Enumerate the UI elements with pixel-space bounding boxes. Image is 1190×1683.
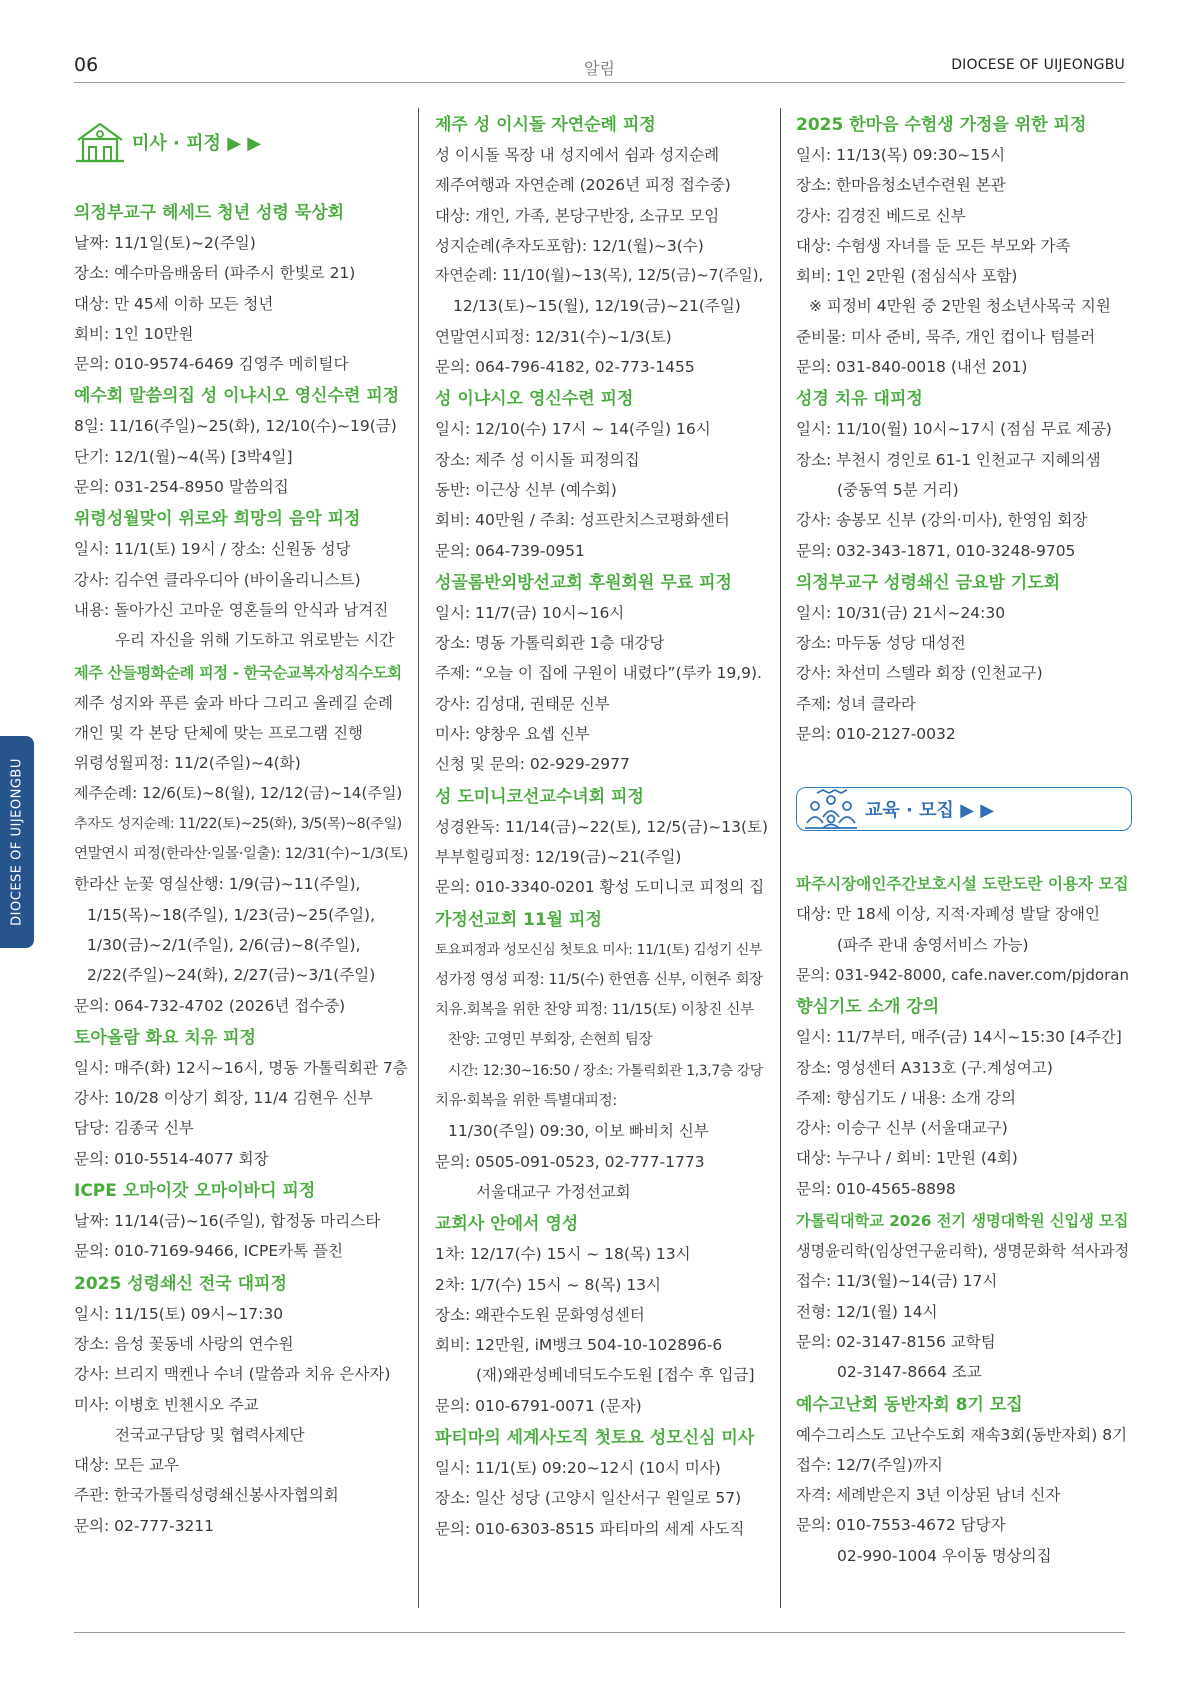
event-detail-line: 문의: 010-4565-8898 — [796, 1179, 956, 1198]
event-detail-line: 문의: 010-6303-8515 파티마의 세계 사도직 — [435, 1519, 745, 1538]
event-detail-line: 8일: 11/16(주일)~25(화), 12/10(수)~19(금) — [74, 417, 397, 436]
event-detail-line: 대상: 누구나 / 회비: 1만원 (4회) — [796, 1149, 1018, 1168]
event-list — [435, 110, 770, 1544]
event-title: 성 도미니코선교수녀회 피정 — [435, 786, 644, 807]
event-detail-line: 1차: 12/17(수) 15시 ~ 18(목) 13시 — [435, 1245, 691, 1264]
event-detail-line: 내용: 돌아가신 고마운 영혼들의 안식과 남겨진 — [74, 600, 389, 619]
event-detail-line: 회비: 1인 2만원 (점심식사 포함) — [796, 267, 1018, 286]
event-detail-line: 문의: 02-3147-8156 교학팀 — [796, 1332, 996, 1351]
event-detail-line: 제주여행과 자연순례 (2026년 피정 접수중) — [435, 176, 731, 195]
event-detail-line: 서울대교구 가정선교회 — [476, 1182, 631, 1201]
event-detail-line: 대상: 개인, 가족, 본당구반장, 소규모 모임 — [435, 206, 720, 225]
column-divider — [780, 108, 781, 1608]
event-detail-line: 일시: 11/7(금) 10시~16시 — [435, 603, 625, 622]
event-detail-line: 문의: 032-343-1871, 010-3248-9705 — [796, 541, 1076, 560]
event-detail-line: 문의: 064-796-4182, 02-773-1455 — [435, 358, 695, 377]
event-block — [74, 1023, 409, 1174]
event-block — [74, 658, 409, 1021]
event-title: 성경 치유 대피정 — [796, 389, 923, 410]
side-tab — [0, 736, 34, 948]
column-divider — [418, 108, 419, 1608]
event-title: 성골롬반외방선교회 후원회원 무료 피정 — [435, 572, 732, 593]
event-detail-line: 장소: 부천시 경인로 61-1 인천교구 지혜의샘 — [796, 450, 1101, 469]
event-detail-line: 02-990-1004 우이동 명상의집 — [837, 1546, 1052, 1565]
event-detail-line: 문의: 031-840-0018 (내선 201) — [796, 358, 1028, 377]
event-detail-line: 부부힐링피정: 12/19(금)~21(주일) — [435, 847, 682, 866]
footer-rule — [74, 1632, 1125, 1633]
event-detail-line: 제주순례: 12/6(토)~8(월), 12/12(금)~14(주일) — [74, 784, 403, 803]
event-detail-line: 장소: 일산 성당 (고양시 일산서구 원일로 57) — [435, 1489, 742, 1508]
event-detail-line: 찬양: 고영민 부회장, 손현희 팀장 — [448, 1032, 653, 1049]
event-detail-line: (파주 관내 송영서비스 가능) — [837, 935, 1029, 954]
event-title: ICPE 오마이갓 오마이바디 피정 — [74, 1181, 316, 1202]
page-number: 06 — [74, 54, 99, 76]
event-detail-line: 준비물: 미사 준비, 묵주, 개인 컵이나 텀블러 — [796, 327, 1096, 346]
event-detail-line: 대상: 모든 교우 — [74, 1456, 179, 1475]
event-detail-line: 회비: 40만원 / 주최: 성프란치스코평화센터 — [435, 511, 730, 530]
event-detail-line: 미사: 이병호 빈첸시오 주교 — [74, 1395, 259, 1414]
event-detail-line: 담당: 김종국 신부 — [74, 1119, 194, 1138]
event-detail-line: 장소: 제주 성 이시돌 피정의집 — [435, 450, 640, 469]
event-detail-line: 위령성월피정: 11/2(주일)~4(화) — [74, 754, 301, 773]
event-detail-line: 주관: 한국가톨릭성령쇄신봉사자협의회 — [74, 1486, 339, 1505]
event-detail-line: 장소: 예수마음배움터 (파주시 한빛로 21) — [74, 264, 356, 283]
event-detail-line: 12/13(토)~15(월), 12/19(금)~21(주일) — [453, 297, 741, 316]
house-icon — [74, 120, 126, 164]
event-list — [74, 198, 409, 1541]
event-detail-line: 장소: 한마음청소년수련원 본관 — [796, 176, 1006, 195]
event-block — [435, 110, 770, 382]
event-title: 예수고난회 동반자회 8기 모집 — [796, 1394, 1023, 1415]
event-detail-line: 한라산 눈꽃 영실산행: 1/9(금)~11(주일), — [74, 875, 361, 894]
event-detail-line: 일시: 11/15(토) 09시~17:30 — [74, 1304, 284, 1323]
event-detail-line: 강사: 10/28 이상기 회장, 11/4 김현우 신부 — [74, 1089, 373, 1108]
event-detail-line: 일시: 10/31(금) 21시~24:30 — [796, 603, 1006, 622]
event-detail-line: 일시: 매주(화) 12시~16시, 명동 가톨릭회관 7층 — [74, 1058, 408, 1077]
event-detail-line: 1/15(목)~18(주일), 1/23(금)~25(주일), — [87, 905, 376, 924]
event-detail-line: 장소: 왜관수도원 문화영성센터 — [435, 1305, 645, 1324]
event-detail-line: 접수: 12/7(주일)까지 — [796, 1455, 943, 1474]
event-detail-line: 강사: 차선미 스텔라 회장 (인천교구) — [796, 664, 1043, 683]
event-detail-line: 강사: 이승구 신부 (서울대교구) — [796, 1119, 1008, 1138]
event-detail-line: 대상: 만 45세 이하 모든 청년 — [74, 294, 274, 313]
event-block — [74, 1176, 409, 1267]
event-detail-line: 우리 자신을 위해 기도하고 위로받는 시간 — [115, 631, 395, 650]
event-block — [74, 1269, 409, 1541]
event-detail-line: 자연순례: 11/10(월)~13(목), 12/5(금)~7(주일), — [435, 267, 764, 285]
category-label: 교육 · 모집 ▶ ▶ — [865, 800, 995, 822]
event-detail-line: 일시: 11/1(토) 09:20~12시 (10시 미사) — [435, 1458, 721, 1477]
event-title: 파주시장애인주간보호시설 도란도란 이용자 모집 — [796, 875, 1129, 894]
event-detail-line: 장소: 영성센터 A313호 (구.계성여고) — [796, 1058, 1053, 1077]
event-detail-line: 성가정 영성 피정: 11/5(수) 한연흠 신부, 이현주 회장 — [435, 971, 763, 988]
event-detail-line: ※ 피정비 4만원 중 2만원 청소년사목국 지원 — [809, 297, 1111, 316]
event-detail-line: 일시: 11/13(목) 09:30~15시 — [796, 146, 1006, 164]
event-title: 2025 성령쇄신 전국 대피정 — [74, 1273, 287, 1294]
category-education-recruit — [796, 787, 1132, 831]
event-detail-line: 2/22(주일)~24(화), 2/27(금)~3/1(주일) — [87, 966, 376, 985]
event-detail-line: 강사: 김경진 베드로 신부 — [796, 206, 966, 225]
event-detail-line: 날짜: 11/1일(토)~2(주일) — [74, 234, 256, 252]
event-detail-line: 개인 및 각 본당 단체에 맞는 프로그램 진행 — [74, 723, 364, 742]
event-block — [796, 869, 1136, 990]
event-detail-line: 예수그리스도 고난수도회 재속3회(동반자회) 8기 — [796, 1425, 1128, 1444]
event-block — [796, 992, 1136, 1204]
event-detail-line: 주제: 성녀 클라라 — [796, 694, 916, 713]
event-title: 2025 한마음 수험생 가정을 위한 피정 — [796, 115, 1087, 135]
event-detail-line: 일시: 11/1(토) 19시 / 장소: 신원동 성당 — [74, 540, 351, 559]
event-title: 교회사 안에서 영성 — [435, 1214, 579, 1235]
event-detail-line: 전형: 12/1(월) 14시 — [796, 1302, 938, 1321]
event-detail-line: 주제: “오늘 이 집에 구원이 내렸다”(루카 19,9). — [435, 664, 762, 683]
event-detail-line: 성지순례(추자도포함): 12/1(월)~3(수) — [435, 236, 704, 255]
event-detail-line: 자격: 세례받은지 3년 이상된 남녀 신자 — [796, 1486, 1061, 1505]
event-title: 가정선교회 11월 피정 — [435, 909, 602, 930]
event-title: 위령성월맞이 위로와 희망의 음악 피정 — [74, 509, 361, 530]
event-title: 향심기도 소개 강의 — [796, 997, 940, 1018]
event-detail-line: 문의: 010-9574-6469 김영주 메히틸다 — [74, 355, 349, 374]
event-detail-line: 문의: 010-3340-0201 황성 도미니코 피정의 집 — [435, 878, 765, 897]
event-title: 예수회 말씀의집 성 이냐시오 영신수련 피정 — [74, 386, 400, 407]
event-detail-line: 11/30(주일) 09:30, 이보 빠비치 신부 — [448, 1122, 709, 1141]
category-label: 미사 · 피정 ▶ ▶ — [132, 133, 262, 154]
event-detail-line: 문의: 010-5514-4077 회장 — [74, 1149, 269, 1168]
event-detail-line: 문의: 010-6791-0071 (문자) — [435, 1396, 642, 1415]
event-detail-line: 문의: 010-2127-0032 — [796, 725, 956, 744]
event-title: 가톨릭대학교 2026 전기 생명대학원 신입생 모집 — [796, 1212, 1129, 1231]
event-detail-line: 문의: 02-777-3211 — [74, 1516, 215, 1535]
event-block — [796, 1390, 1136, 1571]
section-title: 알림 — [584, 59, 615, 78]
event-detail-line: 대상: 수험생 자녀를 둔 모든 부모와 가족 — [796, 236, 1071, 255]
event-detail-line: 문의: 010-7553-4672 담당자 — [796, 1516, 1006, 1535]
event-title: 제주 성 이시돌 자연순례 피정 — [435, 115, 656, 135]
event-detail-line: 회비: 1인 10만원 — [74, 324, 194, 343]
event-detail-line: 02-3147-8664 조교 — [837, 1363, 982, 1382]
event-detail-line: 회비: 12만원, iM뱅크 504-10-102896-6 — [435, 1336, 723, 1355]
event-detail-line: 강사: 김성대, 권태문 신부 — [435, 694, 610, 713]
event-detail-line: 장소: 음성 꽃동네 사랑의 연수원 — [74, 1334, 294, 1353]
event-detail-line: (재)왜관성베네딕도수도원 [접수 후 입금] — [476, 1366, 755, 1385]
category-mass-retreat — [74, 120, 409, 164]
event-detail-line: 미사: 양창우 요셉 신부 — [435, 725, 590, 744]
event-detail-line: 연말연시 피정(한라산·일몰·일출): 12/31(수)~1/3(토) — [74, 846, 409, 863]
column-2 — [435, 108, 770, 1544]
event-detail-line: 1/30(금)~2/1(주일), 2/6(금)~8(주일), — [87, 935, 361, 954]
event-block — [796, 568, 1136, 749]
event-detail-line: 토요피정과 성모신심 첫토요 미사: 11/1(토) 김성기 신부 — [435, 941, 763, 958]
event-detail-line: 성 이시돌 목장 내 성지에서 쉼과 성지순례 — [435, 146, 720, 164]
event-detail-line: 대상: 만 18세 이상, 지적·자폐성 발달 장애인 — [796, 905, 1100, 924]
people-group-icon — [803, 789, 859, 829]
event-detail-line: 일시: 11/7부터, 매주(금) 14시~15:30 [4주간] — [796, 1028, 1122, 1047]
event-detail-line: 시간: 12:30~16:50 / 장소: 가톨릭회관 1,3,7층 강당 — [448, 1062, 763, 1079]
event-block — [796, 384, 1136, 565]
event-detail-line: 장소: 마두동 성당 대성전 — [796, 634, 966, 653]
event-block — [435, 1423, 770, 1544]
event-block — [796, 1206, 1136, 1387]
page-header — [74, 52, 1125, 82]
event-detail-line: 장소: 명동 가톨릭회관 1층 대강당 — [435, 634, 665, 653]
event-detail-line: 강사: 김수연 클라우디아 (바이올리니스트) — [74, 570, 361, 589]
side-tab-label: DIOCESE OF UIJEONGBU — [9, 758, 25, 926]
event-detail-line: (중동역 5분 거리) — [837, 480, 959, 499]
event-detail-line: 문의: 031-254-8950 말씀의집 — [74, 478, 289, 497]
event-title: 의정부교구 헤세드 청년 성령 묵상회 — [74, 203, 345, 223]
event-block — [74, 504, 409, 655]
event-detail-line: 신청 및 문의: 02-929-2977 — [435, 755, 630, 774]
event-detail-line: 문의: 064-739-0951 — [435, 541, 585, 560]
event-detail-line: 문의: 010-7169-9466, ICPE카톡 플친 — [74, 1242, 343, 1261]
column-1 — [74, 108, 409, 1541]
event-detail-line: 제주 성지와 푸른 숲과 바다 그리고 올레길 순례 — [74, 693, 393, 712]
event-title: 제주 산들평화순례 피정 - 한국순교복자성직수도회 — [74, 663, 402, 682]
event-title: 토아올람 화요 치유 피정 — [74, 1027, 256, 1048]
event-detail-line: 2차: 1/7(수) 15시 ~ 8(목) 13시 — [435, 1275, 662, 1294]
event-detail-line: 단기: 12/1(월)~4(목) [3박4일] — [74, 447, 293, 466]
event-detail-line: 주제: 향심기도 / 내용: 소개 강의 — [796, 1088, 1016, 1107]
event-detail-line: 생명윤리학(임상연구윤리학), 생명문화학 석사과정 — [796, 1242, 1130, 1261]
event-detail-line: 문의: 031-942-8000, cafe.naver.com/pjdoran — [796, 965, 1130, 984]
event-list — [796, 110, 1136, 749]
event-detail-line: 치유.회복을 위한 찬양 피정: 11/15(토) 이창진 신부 — [435, 1002, 754, 1019]
event-list — [796, 869, 1136, 1571]
event-detail-line: 치유·회복을 위한 특별대피정: — [435, 1093, 617, 1110]
event-detail-line: 강사: 브리지 맥켄나 수녀 (말씀과 치유 은사자) — [74, 1365, 391, 1384]
event-block — [74, 198, 409, 379]
event-detail-line: 일시: 11/10(월) 10시~17시 (점심 무료 제공) — [796, 420, 1112, 439]
event-detail-line: 문의: 0505-091-0523, 02-777-1773 — [435, 1152, 705, 1171]
event-detail-line: 전국교구담당 및 협력사제단 — [115, 1425, 305, 1444]
event-detail-line: 성경완독: 11/14(금)~22(토), 12/5(금)~13(토) — [435, 817, 769, 836]
event-block — [435, 905, 770, 1208]
event-detail-line: 접수: 11/3(월)~14(금) 17시 — [796, 1272, 998, 1291]
event-block — [74, 381, 409, 502]
event-title: 파티마의 세계사도직 첫토요 성모신심 미사 — [435, 1427, 755, 1448]
event-block — [435, 782, 770, 903]
event-detail-line: 날짜: 11/14(금)~16(주일), 합정동 마리스타 — [74, 1212, 381, 1231]
event-block — [796, 110, 1136, 382]
event-block — [435, 1209, 770, 1421]
event-detail-line: 문의: 064-732-4702 (2026년 접수중) — [74, 996, 346, 1015]
event-detail-line: 추자도 성지순례: 11/22(토)~25(화), 3/5(목)~8(주일) — [74, 815, 402, 832]
event-block — [435, 568, 770, 780]
event-title: 의정부교구 성령쇄신 금요밤 기도회 — [796, 572, 1061, 593]
event-detail-line: 동반: 이근상 신부 (예수회) — [435, 480, 617, 499]
event-block — [435, 384, 770, 565]
column-3 — [796, 108, 1136, 1571]
event-title: 성 이냐시오 영신수련 피정 — [435, 389, 634, 410]
diocese-name: DIOCESE OF UIJEONGBU — [951, 57, 1125, 73]
header-rule — [74, 82, 1125, 83]
event-detail-line: 연말연시피정: 12/31(수)~1/3(토) — [435, 327, 672, 346]
event-detail-line: 강사: 송봉모 신부 (강의·미사), 한영임 회장 — [796, 511, 1088, 530]
event-detail-line: 일시: 12/10(수) 17시 ~ 14(주일) 16시 — [435, 420, 711, 439]
